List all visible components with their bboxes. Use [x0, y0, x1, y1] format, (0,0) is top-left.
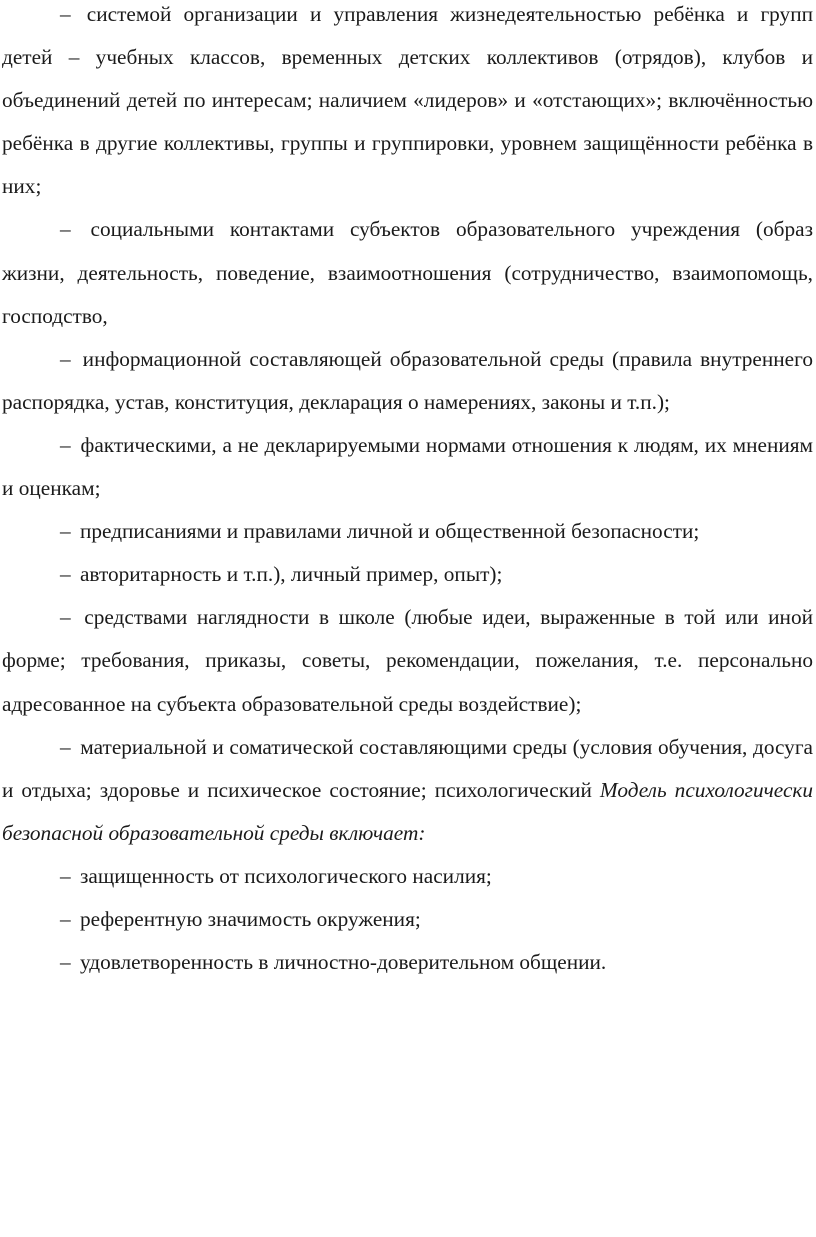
list-item — [2, 510, 813, 553]
paragraph-text: системой организации и управления жизнедеятельностью ребёнка и групп детей – учебных классов, временных детских коллективов (отрядов), клубов и объединений детей по интересам; наличием «лидеров» и «отстающих»; включённостью ребёнка в другие коллективы, группы и группировки, уровнем защищённости ребёнка в них; — [2, 2, 813, 199]
dash-marker: – — [60, 605, 71, 630]
paragraph-text: социальными контактами субъектов образовательного учреждения (образ жизни, деятельность, поведение, взаимоотношения (сотрудничество, взаимопомощь, господство, — [2, 217, 813, 328]
paragraph-text: референтную значимость окружения; — [79, 906, 421, 931]
dash-marker: – — [60, 217, 71, 242]
paragraph-text: фактическими, а не декларируемыми нормами отношения к людям, их мнениям и оценкам; — [2, 432, 814, 501]
italic-heading: Модель психологически безопасной образовательной среды включает: — [2, 777, 814, 845]
list-item — [2, 553, 813, 596]
list-item — [2, 941, 813, 984]
list-item — [2, 208, 813, 337]
dash-marker: – — [60, 950, 71, 975]
dash-marker: – — [60, 863, 71, 888]
list-item — [2, 424, 813, 510]
dash-marker: – — [60, 432, 71, 457]
list-item — [2, 726, 813, 855]
paragraph-text: материальной и соматической составляющими среды (условия обучения, досуга и отдыха; здоровье и психическое состояние; психологический — [2, 734, 814, 802]
list-item — [2, 338, 813, 424]
list-item — [2, 855, 813, 898]
dash-marker: – — [60, 519, 71, 544]
list-item — [2, 0, 813, 208]
paragraph-text: информационной составляющей образовательной среды (правила внутреннего распорядка, устав, конституция, декларация о намерениях, законы и т.п.); — [2, 346, 813, 414]
dash-marker: – — [60, 346, 71, 371]
dash-marker: – — [60, 906, 71, 931]
dash-marker: – — [60, 734, 71, 759]
paragraph-text: авторитарность и т.п.), личный пример, опыт); — [79, 562, 503, 587]
dash-marker: – — [60, 562, 71, 587]
paragraph-text: предписаниями и правилами личной и общественной безопасности; — [79, 519, 700, 544]
list-item — [2, 898, 813, 941]
dash-marker: – — [60, 2, 71, 26]
paragraph-text: средствами наглядности в школе (любые идеи, выраженные в той или иной форме; требования, приказы, советы, рекомендации, пожелания, т.е. персонально адресованное на субъекта образовательной среды воздействие); — [2, 605, 813, 716]
paragraph-text: защищенность от психологического насилия; — [79, 863, 492, 888]
list-item — [2, 596, 813, 725]
paragraph-text: удовлетворенность в личностно-доверительном общении. — [79, 950, 607, 975]
